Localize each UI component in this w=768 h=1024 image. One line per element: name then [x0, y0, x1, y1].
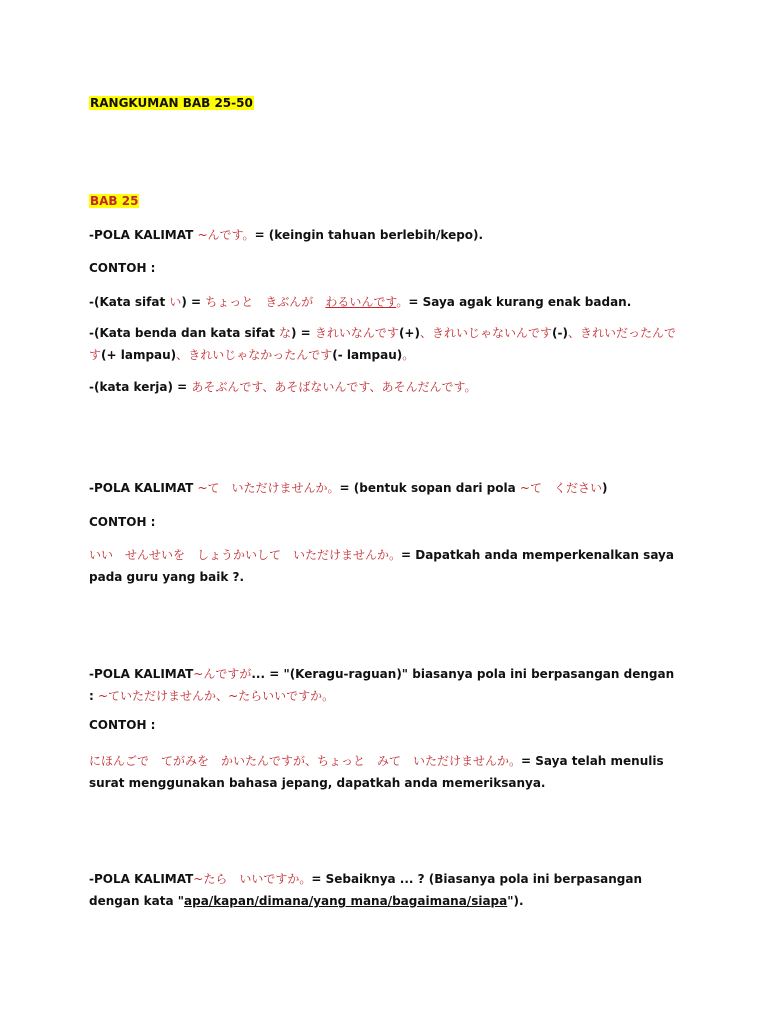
example-equals: ) = [291, 326, 315, 340]
pattern-description: ... = "(Keragu-raguan)" biasanya pola ini berpasangan dengan : [89, 667, 675, 703]
example-prefix: -(Kata sifat [89, 295, 170, 309]
example-note: (+ lampau) [101, 348, 177, 362]
example-prefix: -(kata kerja) = [89, 380, 192, 394]
example-japanese: い [169, 295, 182, 309]
example-japanese: きれいなんです [314, 326, 399, 340]
pattern-japanese: んです。 [207, 228, 255, 242]
example-japanese: な [279, 326, 292, 340]
pattern-description: = (bentuk sopan dari pola [339, 481, 520, 495]
example-japanese: いい せんせいを しょうかいして いただけませんか。 [89, 548, 402, 562]
pattern-japanese: て ください [529, 481, 602, 495]
pattern-mark: ~ [197, 228, 208, 242]
pattern-end: "). [507, 894, 524, 908]
pattern-prefix: -POLA KALIMAT [89, 872, 194, 886]
example-label-1: CONTOH : [89, 261, 156, 275]
example-japanese: きれいじゃなかったんです [188, 348, 333, 362]
pattern-end: ) [601, 481, 608, 495]
example-japanese: あそぶんです、あそばないんです、あそんだんです。 [191, 380, 477, 394]
example-separator: 、 [567, 326, 580, 340]
example-label-3: CONTOH : [89, 718, 156, 732]
pattern-mark: ~ [519, 481, 530, 495]
doc-title [89, 95, 254, 111]
pattern-mark: ~ [193, 667, 204, 681]
pattern-1 [89, 227, 483, 243]
pattern-prefix: -POLA KALIMAT [89, 667, 194, 681]
pattern-2 [89, 480, 607, 496]
chapter-label: BAB 25 [90, 194, 139, 208]
pattern-mark: ~ [193, 872, 204, 886]
pattern-description: = (keingin tahuan berlebih/kepo). [254, 228, 484, 242]
pattern-3 [89, 663, 681, 707]
example-translation: = Saya agak kurang enak badan. [408, 295, 632, 309]
example-prefix: -(Kata benda dan kata sifat [89, 326, 279, 340]
example-translation: = Saya telah menulis surat menggunakan bahasa jepang, dapatkah anda memeriksanya. [89, 754, 664, 790]
example-separator: 。 [402, 348, 415, 362]
example-japanese: きれいだったんです [89, 326, 676, 362]
example-japanese: にほんごで てがみを かいたんですが、ちょっと みて いただけませんか。 [89, 754, 522, 768]
chapter-heading [89, 193, 139, 209]
pattern-mark: ~ [97, 689, 109, 703]
example-5 [89, 750, 681, 794]
highlighted-title: RANGKUMAN BAB 25-50 [90, 96, 253, 110]
example-japanese: 。 [396, 295, 409, 309]
example-japanese-underlined: わるいんです [325, 295, 397, 309]
example-note: (+) [398, 326, 420, 340]
example-2 [89, 322, 681, 366]
pattern-japanese: たら いいですか。 [203, 872, 312, 886]
example-note: (- lampau) [332, 348, 403, 362]
pattern-japanese: ていただけませんか、 [108, 689, 229, 703]
example-3 [89, 379, 477, 395]
example-label-2: CONTOH : [89, 515, 156, 529]
highlighted-chapter [89, 194, 139, 208]
pattern-4 [89, 868, 681, 912]
example-japanese: ちょっと きぶんが [205, 295, 326, 309]
pattern-japanese: たらいいですか。 [238, 689, 335, 703]
example-separator: 、 [419, 326, 432, 340]
pattern-description: = Sebaiknya ... ? (Biasanya pola ini berpasangan dengan kata " [89, 872, 643, 908]
example-japanese: きれいじゃないんです [431, 326, 552, 340]
pattern-prefix: -POLA KALIMAT [89, 481, 198, 495]
pattern-mark: ~ [228, 689, 239, 703]
example-translation: = Dapatkah anda memperkenalkan saya pada guru yang baik ?. [89, 548, 674, 584]
example-1 [89, 294, 631, 310]
pattern-mark: ~ [197, 481, 208, 495]
pattern-japanese: んですが [203, 667, 252, 681]
pattern-prefix: -POLA KALIMAT [89, 228, 198, 242]
example-note: (-) [552, 326, 568, 340]
pattern-japanese: て いただけませんか。 [207, 481, 340, 495]
example-separator: 、 [176, 348, 189, 362]
question-words-underlined: apa/kapan/dimana/yang mana/bagaimana/siapa [184, 894, 508, 908]
example-equals: ) = [181, 295, 206, 309]
example-4 [89, 544, 681, 588]
